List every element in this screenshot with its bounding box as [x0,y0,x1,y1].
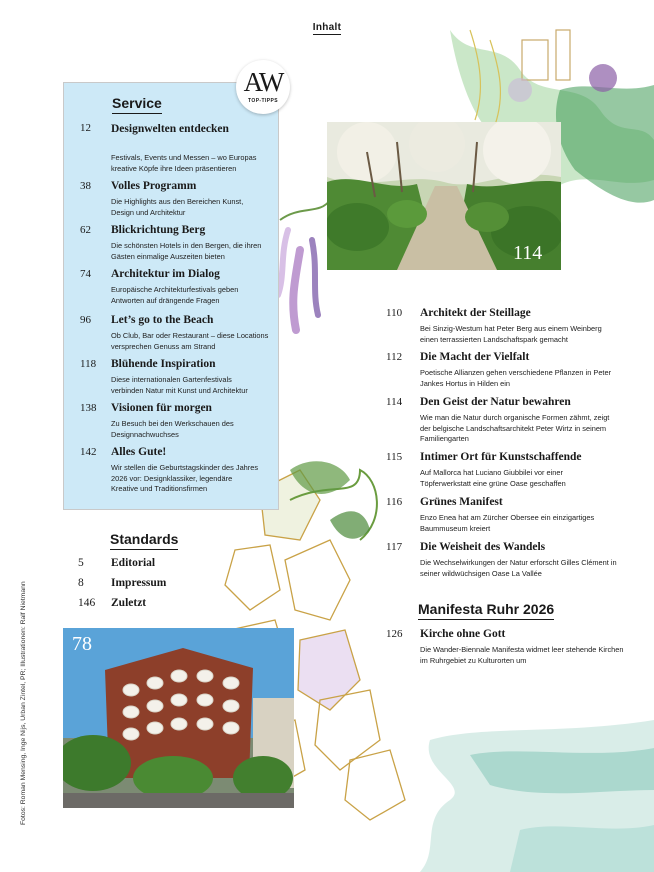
entry-title: Architektur im Dialog [111,268,220,280]
entry-title: Blickrichtung Berg [111,224,206,236]
entry-title: Editorial [111,557,156,569]
entry-page: 118 [80,358,97,370]
building-photo-page: 78 [72,633,92,655]
service-title: Service [112,95,162,111]
badge-label: TOP-TIPPS [248,98,278,104]
entry-description: Bei Sinzig-Westum hat Peter Berg aus einem Weinberg einen terrassierten Landschaftspark gemacht [420,324,602,344]
entry-page: 62 [80,224,91,236]
entry-description: Europäische Architekturfestivals geben Antworten auf drängende Fragen [111,285,239,305]
entry-title: Architekt der Steillage [420,307,531,319]
entry-title: Designwelten entdecken [111,123,229,135]
entry-title: Kirche ohne Gott [420,628,506,640]
entry-page: 126 [386,628,403,640]
standards-title: Standards [110,531,178,547]
water-illustration [420,720,654,872]
entry-title: Impressum [111,577,167,589]
page-header [0,22,654,33]
entry-title: Visionen für morgen [111,402,212,414]
entry-description: Wie man die Natur durch organische Formen zähmt, zeigt der belgische Landschaftsarchitekt Peter Wirtz in seinem Familiengarten [420,413,610,443]
entry-page: 74 [80,268,91,280]
entry-page: 8 [78,577,84,589]
entry-page: 142 [80,446,97,458]
entry-description: Auf Mallorca hat Luciano Giubbilei vor einer Töpferwerkstatt eine grüne Oase geschaffen [420,468,566,488]
entry-title: Intimer Ort für Kunstschaffende [420,451,582,463]
aw-top-tipps-badge [236,60,290,114]
photo-credits [20,540,30,825]
credits-text: Fotos: Roman Mensing, Inge Nijs, Urban Zintel, PR; Illustrationen: Ralf Nietmann [20,581,27,825]
entry-description: Die schönsten Hotels in den Bergen, die ihren Gästen einmalige Auszeiten bieten [111,241,262,261]
entry-page: 138 [80,402,97,414]
entry-page: 5 [78,557,84,569]
entry-title: Zuletzt [111,597,147,609]
entry-description: Ob Club, Bar oder Restaurant – diese Locations versprechen Genuss am Strand [111,331,269,351]
entry-page: 38 [80,180,91,192]
entry-page: 112 [386,351,403,363]
building-photo-image [63,628,294,808]
entry-description: Wir stellen die Geburtstagskinder des Jahres 2026 vor: Designklassiker, legendäre Kreative und Traditionsfirmen [111,463,259,493]
wisteria-illustration [278,200,330,330]
garden-photo-page: 114 [513,242,543,264]
entry-description: Diese internationalen Gartenfestivals verbinden Natur mit Kunst und Architektur [111,375,248,395]
entry-description: Poetische Allianzen gehen verschiedene Pflanzen in Peter Jankes Hortus in Hilden ein [420,368,612,388]
entry-description: Die Wechselwirkungen der Natur erforscht Gilles Clément in seiner wildwüchsigen Oase La Vallée [420,558,617,578]
entry-title: Volles Programm [111,180,197,192]
entry-description: Enzo Enea hat am Zürcher Obersee ein einzigartiges Baummuseum kreiert [420,513,595,533]
entry-page: 114 [386,396,403,408]
aw-logo: AW [243,67,283,97]
leaf-shape [290,461,350,494]
entry-title: Grünes Manifest [420,496,503,508]
entry-page: 110 [386,307,403,319]
entry-page: 96 [80,314,91,326]
entry-description: Die Wander-Biennale Manifesta widmet leer stehende Kirchen im Ruhrgebiet zu Kulturorten um [420,645,624,665]
entry-title: Let’s go to the Beach [111,314,214,326]
manifesta-title: Manifesta Ruhr 2026 [418,601,554,617]
header-label: Inhalt [312,22,342,33]
entry-description: Festivals, Events und Messen – wo Europas kreative Köpfe ihre Ideen präsentieren [111,153,257,173]
entry-page: 146 [78,597,96,609]
entry-description: Zu Besuch bei den Werkschauen des Designnachwuchses [111,419,234,439]
entry-title: Den Geist der Natur bewahren [420,396,571,408]
building-photo[interactable] [63,628,294,808]
entry-title: Die Macht der Vielfalt [420,351,530,363]
entry-page: 116 [386,496,403,508]
garden-photo[interactable] [327,122,561,270]
entry-title: Blühende Inspiration [111,358,216,370]
entry-page: 117 [386,541,403,553]
entry-title: Alles Gute! [111,446,167,458]
entry-description: Die Highlights aus den Bereichen Kunst, Design und Architektur [111,197,244,217]
entry-title: Die Weisheit des Wandels [420,541,546,553]
entry-page: 115 [386,451,403,463]
entry-page: 12 [80,122,91,134]
